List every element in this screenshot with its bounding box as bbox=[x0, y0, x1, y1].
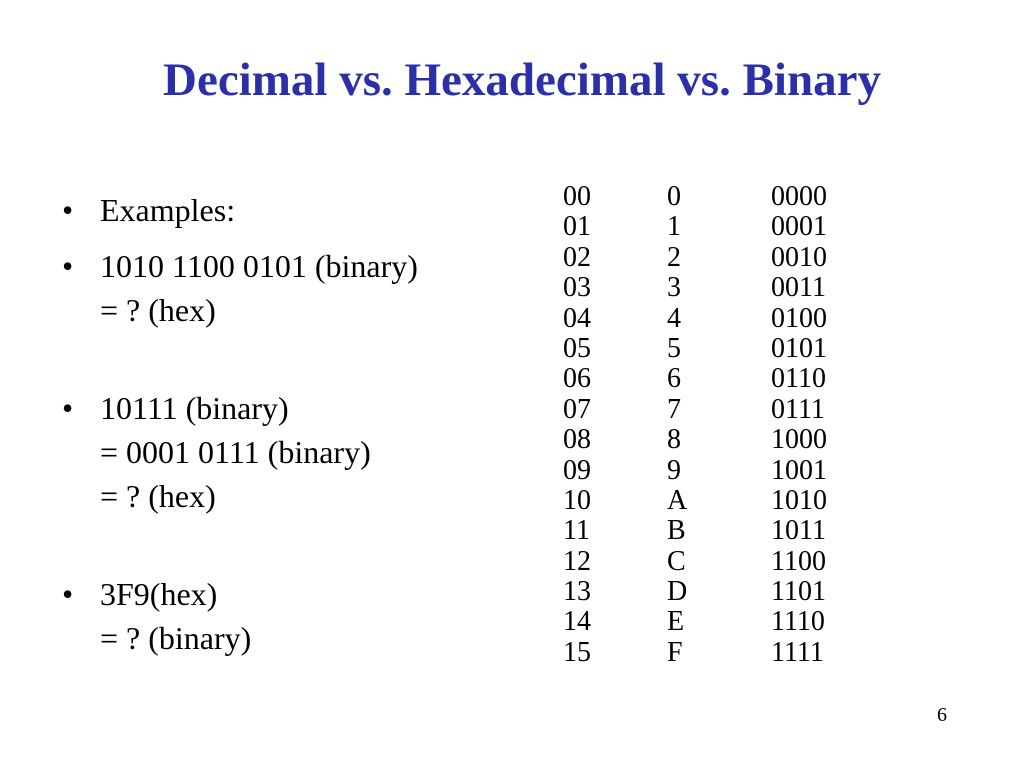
table-row bbox=[563, 243, 861, 273]
page-number: 6 bbox=[937, 704, 947, 726]
bullet-line: 10111 (binary) bbox=[100, 390, 289, 426]
slide-title: Decimal vs. Hexadecimal vs. Binary bbox=[163, 54, 881, 106]
binary-cell: 1111 bbox=[771, 636, 824, 668]
decimal-cell: 15 bbox=[563, 636, 591, 668]
bullet-text bbox=[100, 386, 371, 518]
bullet-text bbox=[100, 188, 235, 232]
hex-cell: 9 bbox=[667, 454, 681, 486]
decimal-cell: 13 bbox=[563, 576, 591, 608]
binary-cell: 1110 bbox=[771, 606, 825, 638]
decimal-cell: 03 bbox=[563, 272, 591, 304]
binary-cell: 0100 bbox=[771, 302, 827, 334]
table-row bbox=[563, 273, 861, 303]
hex-cell: 2 bbox=[667, 241, 681, 273]
bullet-line: 3F9(hex) bbox=[100, 576, 218, 612]
decimal-cell: 10 bbox=[563, 484, 591, 516]
binary-cell: 0000 bbox=[771, 181, 827, 212]
bullet-line: Examples: bbox=[100, 192, 236, 228]
decimal-cell: 00 bbox=[563, 181, 591, 212]
binary-cell: 0010 bbox=[771, 241, 827, 273]
hex-cell: 6 bbox=[667, 363, 681, 395]
table-row bbox=[563, 395, 861, 425]
decimal-cell: 04 bbox=[563, 302, 591, 334]
bullet-line: = ? (hex) bbox=[100, 292, 216, 328]
decimal-cell: 11 bbox=[563, 515, 590, 547]
table-row bbox=[563, 304, 861, 334]
table-row bbox=[563, 607, 861, 637]
decimal-cell: 14 bbox=[563, 606, 591, 638]
table-row bbox=[563, 425, 861, 455]
hex-cell: 8 bbox=[667, 424, 681, 456]
bullet-text bbox=[100, 572, 251, 660]
decimal-cell: 12 bbox=[563, 545, 591, 577]
table-row bbox=[563, 456, 861, 486]
binary-cell: 1000 bbox=[771, 424, 827, 456]
bullet-marker: • bbox=[62, 576, 74, 612]
binary-cell: 0101 bbox=[771, 332, 827, 364]
binary-cell: 0001 bbox=[771, 211, 827, 243]
decimal-cell: 06 bbox=[563, 363, 591, 395]
bullet-line: = 0001 0111 (binary) bbox=[100, 434, 371, 470]
bullet-marker: • bbox=[62, 390, 74, 426]
hex-cell: D bbox=[667, 576, 688, 608]
decimal-cell: 02 bbox=[563, 241, 591, 273]
table-row bbox=[563, 334, 861, 364]
hex-cell: 4 bbox=[667, 302, 681, 334]
bullet-marker: • bbox=[62, 192, 74, 228]
binary-cell: 0111 bbox=[771, 393, 825, 425]
decimal-cell: 05 bbox=[563, 332, 591, 364]
hex-cell: A bbox=[667, 484, 688, 516]
binary-cell: 1100 bbox=[771, 545, 826, 577]
table-row bbox=[563, 364, 861, 394]
hex-cell: 5 bbox=[667, 332, 681, 364]
hex-cell: 7 bbox=[667, 393, 681, 425]
decimal-cell: 01 bbox=[563, 211, 591, 243]
binary-cell: 1101 bbox=[771, 576, 826, 608]
hex-cell: 0 bbox=[667, 181, 681, 212]
table-row bbox=[563, 638, 861, 668]
bullet-text bbox=[100, 244, 418, 332]
table-row bbox=[563, 486, 861, 516]
bullet-marker: • bbox=[62, 248, 74, 284]
binary-cell: 1001 bbox=[771, 454, 827, 486]
hex-cell: E bbox=[667, 606, 685, 638]
bullet-line: = ? (binary) bbox=[100, 620, 252, 656]
table-row bbox=[563, 547, 861, 577]
binary-cell: 1010 bbox=[771, 484, 827, 516]
table-row bbox=[563, 212, 861, 242]
bullet-line: 1010 1100 0101 (binary) bbox=[100, 248, 418, 284]
binary-cell: 0011 bbox=[771, 272, 826, 304]
binary-cell: 0110 bbox=[771, 363, 826, 395]
table-row bbox=[563, 577, 861, 607]
table-row bbox=[563, 182, 861, 212]
conversion-table bbox=[563, 182, 861, 668]
decimal-cell: 07 bbox=[563, 393, 591, 425]
hex-cell: B bbox=[667, 515, 686, 547]
bullet-line: = ? (hex) bbox=[100, 478, 216, 514]
binary-cell: 1011 bbox=[771, 515, 826, 547]
hex-cell: 3 bbox=[667, 272, 681, 304]
hex-cell: 1 bbox=[667, 211, 681, 243]
decimal-cell: 09 bbox=[563, 454, 591, 486]
table-row bbox=[563, 516, 861, 546]
decimal-cell: 08 bbox=[563, 424, 591, 456]
hex-cell: C bbox=[667, 545, 686, 577]
hex-cell: F bbox=[667, 636, 683, 668]
